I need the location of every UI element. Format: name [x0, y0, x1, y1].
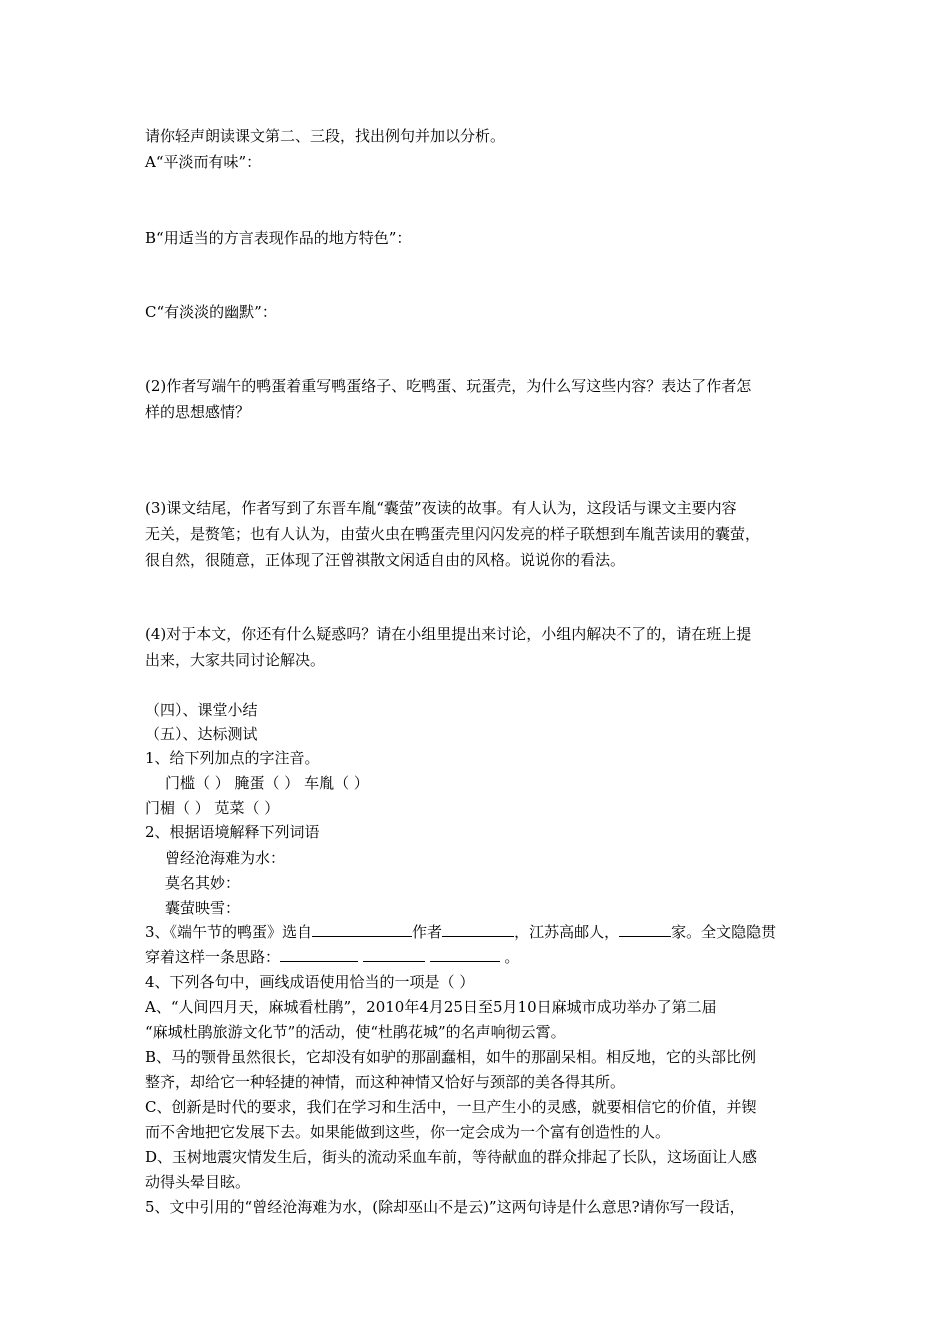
blank-thread-2[interactable] [363, 947, 425, 962]
question-c: C“有淡淡的幽默”： [145, 303, 277, 321]
question-a: A“平淡而有味”： [145, 153, 262, 171]
test-3-end: 。 [504, 948, 520, 966]
question-3-line-2: 无关，是赘笔；也有人认为，由萤火虫在鸭蛋壳里闪闪发亮的样子联想到车胤苦读用的囊萤， [145, 525, 761, 543]
option-a-line-1: A、“人间四月天，麻城看杜鹃”，2010年4月25日至5月10日麻城市成功举办了第二届 [145, 998, 717, 1016]
blank-thread-3[interactable] [430, 947, 500, 962]
test-1-items-b: 门楣（ ） 苋菜（ ） [145, 799, 280, 817]
option-d-line-2: 动得头晕目眩。 [145, 1173, 251, 1191]
test-1: 1、给下列加点的字注音。 [145, 749, 320, 767]
question-3-line-3: 很自然，很随意，正体现了汪曾祺散文闲适自由的风格。说说你的看法。 [145, 551, 626, 569]
test-2: 2、根据语境解释下列词语 [145, 823, 320, 841]
test-3-part-4: 家。全文隐隐贯 [671, 923, 777, 941]
test-3-part-3: ，江苏高邮人， [514, 923, 620, 941]
blank-author[interactable] [442, 922, 514, 937]
test-3-part-2: 作者 [412, 923, 443, 941]
intro-text: 请你轻声朗读课文第二、三段，找出例句并加以分析。 [145, 127, 506, 145]
blank-source[interactable] [312, 922, 412, 937]
test-2-term-1: 曾经沧海难为水： [165, 849, 286, 867]
option-a-line-2: “麻城杜鹃旅游文化节”的活动，使“杜鹃花城”的名声响彻云霄。 [145, 1023, 566, 1041]
blank-thread-1[interactable] [280, 947, 358, 962]
option-b-line-1: B、马的颚骨虽然很长，它却没有如驴的那副蠢相，如牛的那副呆相。相反地，它的头部比例 [145, 1048, 757, 1066]
option-b-line-2: 整齐，却给它一种轻捷的神情，而这种神情又恰好与颈部的美各得其所。 [145, 1073, 626, 1091]
question-2-line-2: 样的思想感情？ [145, 403, 251, 421]
test-1-items-a: 门槛（ ） 腌蛋（ ） 车胤（ ） [165, 774, 369, 792]
test-5: 5、文中引用的“曾经沧海难为水，(除却巫山不是云)”这两句诗是什么意思?请你写一段话， [145, 1198, 745, 1216]
question-4-line-2: 出来，大家共同讨论解决。 [145, 651, 326, 669]
test-2-term-2: 莫名其妙： [165, 874, 241, 892]
option-c-line-1: C、创新是时代的要求，我们在学习和生活中，一旦产生小的灵感，就要相信它的价值，并锲 [145, 1098, 757, 1116]
test-4: 4、下列各句中，画线成语使用恰当的一项是（ ） [145, 973, 475, 991]
blank-identity[interactable] [619, 922, 671, 937]
test-3-thread-label: 穿着这样一条思路： [145, 948, 281, 966]
test-3-part-1: 3、《端午节的鸭蛋》选自 [145, 923, 313, 941]
question-2-line-1: (2)作者写端午的鸭蛋着重写鸭蛋络子、吃鸭蛋、玩蛋壳，为什么写这些内容？表达了作者怎 [145, 377, 752, 395]
section-summary-heading: （四）、课堂小结 [145, 701, 258, 719]
question-3-line-1: (3)课文结尾，作者写到了东晋车胤“囊萤”夜读的故事。有人认为，这段话与课文主要内容 [145, 499, 737, 517]
test-3-line-1 [145, 922, 776, 942]
option-d-line-1: D、玉树地震灾情发生后，街头的流动采血车前，等待献血的群众排起了长队，这场面让人感 [145, 1148, 758, 1166]
section-test-heading: （五）、达标测试 [145, 725, 258, 743]
test-3-line-2 [145, 947, 519, 967]
question-4-line-1: (4)对于本文，你还有什么疑惑吗？请在小组里提出来讨论，小组内解决不了的，请在班上提 [145, 625, 752, 643]
test-2-term-3: 囊萤映雪： [165, 899, 241, 917]
option-c-line-2: 而不舍地把它发展下去。如果能做到这些，你一定会成为一个富有创造性的人。 [145, 1123, 671, 1141]
question-b: B“用适当的方言表现作品的地方特色”： [145, 229, 412, 247]
